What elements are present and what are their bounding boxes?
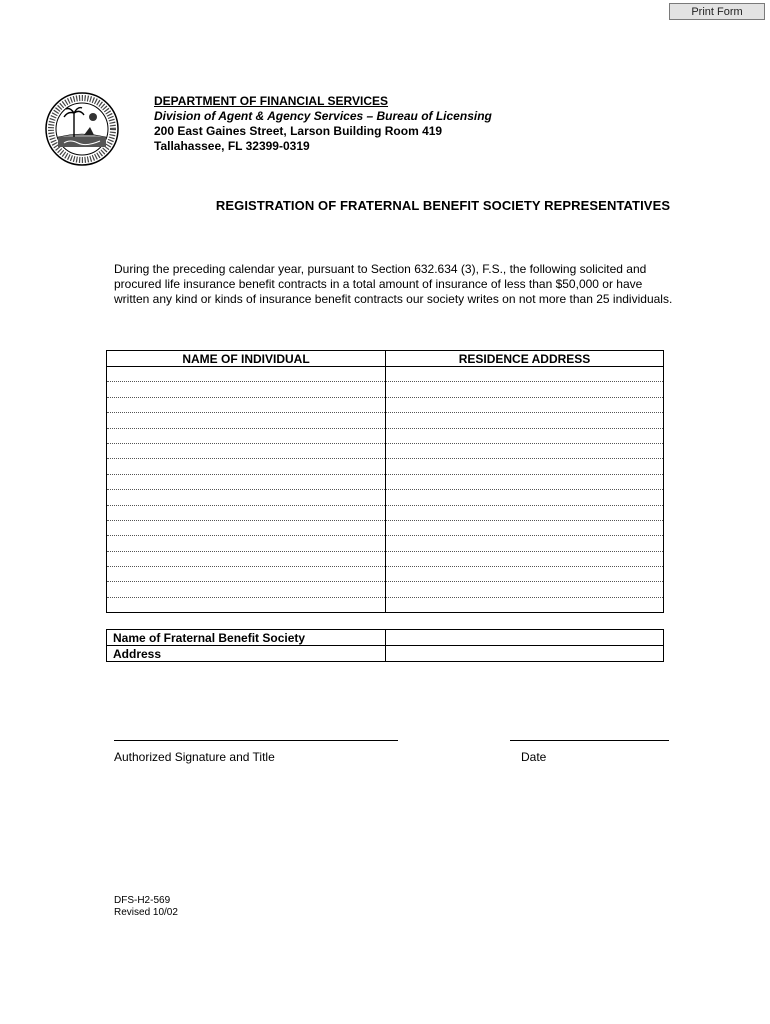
table-row (107, 567, 664, 582)
table-row (107, 551, 664, 566)
name-of-individual-cell[interactable] (107, 428, 386, 443)
form-title-row (0, 198, 770, 213)
revision-date: Revised 10/02 (114, 907, 178, 918)
city-address: Tallahassee, FL 32399-0319 (154, 139, 310, 153)
residence-address-cell[interactable] (386, 520, 664, 535)
name-of-individual-header: NAME OF INDIVIDUAL (107, 351, 386, 367)
table-row (107, 536, 664, 551)
representatives-table (106, 350, 664, 613)
table-row (107, 459, 664, 474)
society-address-label: Address (107, 646, 386, 662)
street-address: 200 East Gaines Street, Larson Building Room 419 (154, 124, 443, 138)
society-address-field[interactable] (386, 646, 664, 662)
table-row (107, 582, 664, 597)
date-line[interactable] (510, 740, 669, 741)
agency-header (154, 94, 492, 154)
name-of-individual-cell[interactable] (107, 490, 386, 505)
society-name-label: Name of Fraternal Benefit Society (107, 630, 386, 646)
table-row (107, 382, 664, 397)
intro-paragraph: During the preceding calendar year, pursuant to Section 632.634 (3), F.S., the following solicited and procured life insurance benefit contracts in a total amount of insurance of less than $50,000 or have written any kind or kinds of insurance benefit contracts our society writes on not more than 25 individuals. (114, 262, 673, 306)
name-of-individual-cell[interactable] (107, 474, 386, 489)
society-name-field[interactable] (386, 630, 664, 646)
name-of-individual-cell[interactable] (107, 382, 386, 397)
residence-address-cell[interactable] (386, 551, 664, 566)
form-footer (114, 895, 178, 919)
name-of-individual-cell[interactable] (107, 597, 386, 612)
residence-address-cell[interactable] (386, 474, 664, 489)
division-name: Division of Agent & Agency Services – Bureau of Licensing (154, 109, 492, 123)
table-row (107, 505, 664, 520)
print-form-button[interactable]: Print Form (669, 3, 765, 20)
residence-address-cell[interactable] (386, 505, 664, 520)
residence-address-cell[interactable] (386, 367, 664, 382)
table-row (107, 474, 664, 489)
name-of-individual-cell[interactable] (107, 443, 386, 458)
table-row (107, 490, 664, 505)
table-row (107, 443, 664, 458)
society-info-table (106, 629, 664, 662)
residence-address-cell[interactable] (386, 428, 664, 443)
table-row (107, 413, 664, 428)
name-of-individual-cell[interactable] (107, 505, 386, 520)
name-of-individual-cell[interactable] (107, 397, 386, 412)
table-row (107, 428, 664, 443)
table-row (107, 520, 664, 535)
table-row (107, 367, 664, 382)
residence-address-cell[interactable] (386, 597, 664, 612)
signature-label: Authorized Signature and Title (114, 750, 275, 764)
name-of-individual-cell[interactable] (107, 536, 386, 551)
name-of-individual-cell[interactable] (107, 367, 386, 382)
residence-address-header: RESIDENCE ADDRESS (386, 351, 664, 367)
residence-address-cell[interactable] (386, 397, 664, 412)
name-of-individual-cell[interactable] (107, 520, 386, 535)
signature-line[interactable] (114, 740, 398, 741)
form-number: DFS-H2-569 (114, 895, 171, 906)
residence-address-cell[interactable] (386, 582, 664, 597)
department-name: DEPARTMENT OF FINANCIAL SERVICES (154, 94, 389, 108)
name-of-individual-cell[interactable] (107, 582, 386, 597)
name-of-individual-cell[interactable] (107, 551, 386, 566)
residence-address-cell[interactable] (386, 382, 664, 397)
name-of-individual-cell[interactable] (107, 413, 386, 428)
name-of-individual-cell[interactable] (107, 567, 386, 582)
residence-address-cell[interactable] (386, 443, 664, 458)
florida-seal-icon (44, 91, 120, 167)
table-row (107, 397, 664, 412)
residence-address-cell[interactable] (386, 459, 664, 474)
residence-address-cell[interactable] (386, 567, 664, 582)
residence-address-cell[interactable] (386, 413, 664, 428)
form-title: REGISTRATION OF FRATERNAL BENEFIT SOCIETY REPRESENTATIVES (215, 198, 671, 213)
name-of-individual-cell[interactable] (107, 459, 386, 474)
residence-address-cell[interactable] (386, 536, 664, 551)
residence-address-cell[interactable] (386, 490, 664, 505)
table-row (107, 597, 664, 612)
date-label: Date (521, 750, 547, 764)
